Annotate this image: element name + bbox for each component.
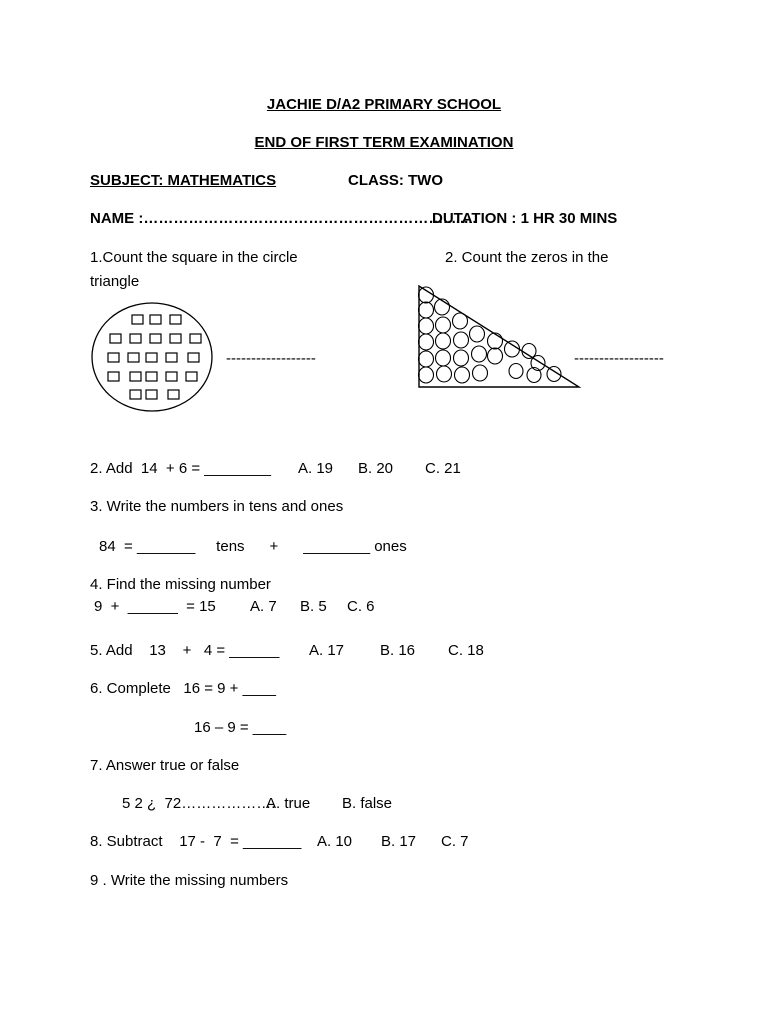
- triangle-zeros-figure: [416, 283, 582, 391]
- question-7-option-b: B. false: [342, 795, 393, 812]
- question-4-option-a: A. 7: [250, 598, 277, 615]
- square-shape: [146, 372, 157, 381]
- question-2-text: 2. Add 14 + 6 = ________: [90, 460, 271, 477]
- question-8-option-b: B. 17: [381, 833, 417, 850]
- class-label: CLASS: TWO: [348, 172, 443, 189]
- zero-shape: [454, 332, 469, 348]
- zero-shape: [419, 302, 434, 318]
- question-2-answer-line: ------------------: [574, 350, 664, 367]
- zero-shape: [505, 341, 520, 357]
- square-shape: [166, 372, 177, 381]
- question-6-text: 6. Complete 16 = 9 + ____: [90, 680, 276, 697]
- circle-shape: [92, 303, 212, 411]
- question-7-text: 7. Answer true or false: [90, 757, 240, 774]
- question-3-line: 84 = _______ tens + ________ ones: [99, 538, 407, 555]
- zero-shape: [473, 365, 488, 381]
- square-shape: [186, 372, 197, 381]
- question-2-option-c: C. 21: [425, 460, 461, 477]
- square-shape: [110, 334, 121, 343]
- square-shape: [130, 372, 141, 381]
- question-4-option-b: B. 5: [300, 598, 327, 615]
- square-shape: [128, 353, 139, 362]
- triangle-shape: [419, 286, 579, 387]
- duration-label: DUTATION : 1 HR 30 MINS: [432, 210, 618, 227]
- question-2-option-b: B. 20: [358, 460, 394, 477]
- square-shape: [190, 334, 201, 343]
- zero-shape: [455, 367, 470, 383]
- question-1-text: 1.Count the square in the circle: [90, 249, 298, 266]
- zero-shape: [488, 348, 503, 364]
- question-8-text: 8. Subtract 17 - 7 = _______: [90, 833, 302, 850]
- question-2-count-text: 2. Count the zeros in the: [445, 249, 609, 266]
- square-shape: [170, 315, 181, 324]
- square-shape: [108, 372, 119, 381]
- zero-shape: [470, 326, 485, 342]
- zero-shape: [437, 366, 452, 382]
- square-shape: [130, 390, 141, 399]
- question-6-line: 16 – 9 = ____: [194, 719, 287, 736]
- square-shape: [130, 334, 141, 343]
- question-1-text-continued: triangle: [90, 273, 140, 290]
- question-5-option-a: A. 17: [309, 642, 345, 659]
- question-4-line: 9 + ______ = 15: [94, 598, 216, 615]
- square-shape: [146, 353, 157, 362]
- square-shape: [170, 334, 181, 343]
- subject-label: SUBJECT: MATHEMATICS: [90, 172, 277, 189]
- question-4-option-c: C. 6: [347, 598, 375, 615]
- exam-title: END OF FIRST TERM EXAMINATION: [254, 134, 514, 151]
- zero-shape: [472, 346, 487, 362]
- question-8-option-a: A. 10: [317, 833, 353, 850]
- question-5-option-b: B. 16: [380, 642, 416, 659]
- circle-squares-figure: [88, 300, 218, 414]
- zero-shape: [435, 299, 450, 315]
- question-9-text: 9 . Write the missing numbers: [90, 872, 289, 889]
- zero-shape: [419, 318, 434, 334]
- school-title: JACHIE D/A2 PRIMARY SCHOOL: [266, 96, 502, 113]
- square-shape: [150, 315, 161, 324]
- question-8-option-c: C. 7: [441, 833, 469, 850]
- square-shape: [146, 390, 157, 399]
- zero-shape: [454, 350, 469, 366]
- name-line: NAME :……………………………………………………........: [90, 210, 477, 227]
- zero-shape: [419, 287, 434, 303]
- question-7-line: 5 2 ¿ 72……………….: [122, 795, 276, 812]
- zero-shape: [509, 364, 523, 379]
- zero-shape: [419, 367, 434, 383]
- zero-shape: [453, 313, 468, 329]
- square-shape: [150, 334, 161, 343]
- question-4-text: 4. Find the missing number: [90, 576, 271, 593]
- question-5-option-c: C. 18: [448, 642, 484, 659]
- square-shape: [108, 353, 119, 362]
- question-5-text: 5. Add 13 + 4 = ______: [90, 642, 280, 659]
- square-shape: [168, 390, 179, 399]
- zero-shape: [436, 350, 451, 366]
- zero-shape: [436, 333, 451, 349]
- zero-shape: [488, 333, 503, 349]
- square-shape: [166, 353, 177, 362]
- question-7-option-a: A. true: [266, 795, 311, 812]
- zero-shape: [436, 317, 451, 333]
- question-3-text: 3. Write the numbers in tens and ones: [90, 498, 344, 515]
- zero-shape: [419, 351, 434, 367]
- square-shape: [132, 315, 143, 324]
- question-2-option-a: A. 19: [298, 460, 334, 477]
- square-shape: [188, 353, 199, 362]
- question-1-answer-line: ------------------: [226, 350, 316, 367]
- zero-shape: [419, 334, 434, 350]
